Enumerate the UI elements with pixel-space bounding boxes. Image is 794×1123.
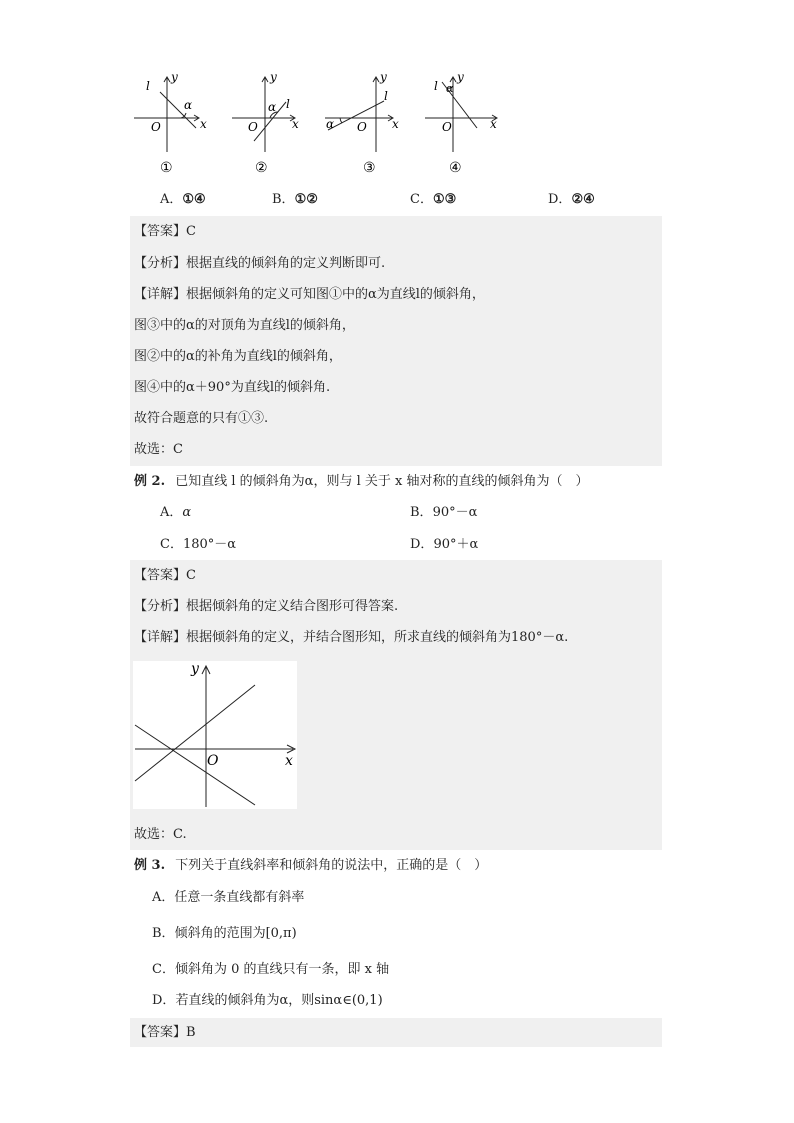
- q2-figure: [133, 661, 297, 809]
- fig3-origin-label: O: [357, 120, 367, 134]
- q3-option-a: A．任意一条直线都有斜率: [152, 890, 305, 905]
- q1-option-b: B．①②: [272, 192, 318, 207]
- q2-label: 例 2.: [134, 474, 166, 489]
- q1-detail-line-1: 【详解】根据倾斜角的定义可知图①中的α为直线l的倾斜角，: [134, 287, 485, 302]
- fig4-alpha-label: α: [446, 82, 454, 95]
- fig1-alpha-label: α: [184, 98, 193, 112]
- fig3-caption: ③: [363, 160, 376, 176]
- q3-stem-text: 下列关于直线斜率和倾斜角的说法中，正确的是（ ）: [175, 858, 488, 873]
- q2-answer: 【答案】C: [134, 568, 196, 583]
- q3-solution-block: [130, 1018, 662, 1047]
- fig3-y-label: y: [380, 70, 387, 84]
- q1-detail-line-3: 图②中的α的补角为直线l的倾斜角，: [134, 349, 342, 364]
- q1-option-a: A．①④: [160, 192, 206, 207]
- q3-answer: 【答案】B: [134, 1025, 196, 1040]
- q3-option-c: C．倾斜角为 0 的直线只有一条，即 x 轴: [152, 962, 390, 977]
- q3-label: 例 3.: [134, 858, 166, 873]
- fig1-y-label: y: [171, 70, 178, 84]
- fig2-alpha-label: α: [268, 100, 277, 114]
- q1-figures: [120, 66, 520, 182]
- q1-option-d: D．②④: [548, 192, 595, 207]
- q2-figure-background: [133, 661, 297, 809]
- fig4-y-label: y: [457, 70, 464, 84]
- q2-stem-text: 已知直线 l 的倾斜角为α，则与 l 关于 x 轴对称的直线的倾斜角为（ ）: [175, 474, 589, 489]
- fig2-origin-label: O: [248, 120, 258, 134]
- fig1-caption: ①: [160, 160, 173, 176]
- fig2-y-label: y: [270, 70, 277, 84]
- q1-conclusion: 故符合题意的只有①③.: [134, 411, 269, 426]
- fig1-x-label: x: [200, 117, 207, 131]
- q1-analysis: 【分析】根据直线的倾斜角的定义判断即可.: [134, 256, 386, 271]
- q2-analysis: 【分析】根据倾斜角的定义结合图形可得答案.: [134, 599, 399, 614]
- q1-detail-line-2: 图③中的α的对顶角为直线l的倾斜角，: [134, 318, 355, 333]
- fig3-l-label: l: [384, 89, 388, 103]
- q2-origin-label: O: [207, 753, 219, 769]
- fig3-alpha-label: α: [326, 117, 335, 131]
- fig2-caption: ②: [255, 160, 268, 176]
- q2-option-c: C．180°－α: [160, 537, 237, 552]
- fig4-x-label: x: [490, 117, 497, 131]
- q2-x-label: x: [285, 753, 293, 769]
- fig3-x-label: x: [392, 117, 399, 131]
- q2-stem: [134, 474, 588, 490]
- q2-detail: 【详解】根据倾斜角的定义，并结合图形知，所求直线的倾斜角为180°－α.: [134, 630, 569, 645]
- fig1-origin-label: O: [151, 120, 161, 134]
- figure-1: [134, 77, 199, 152]
- q1-answer: 【答案】C: [134, 224, 196, 239]
- fig4-origin-label: O: [442, 120, 452, 134]
- q2-choose: 故选：C.: [134, 827, 187, 842]
- q2-y-label: y: [191, 661, 199, 677]
- q3-option-d: D．若直线的倾斜角为α，则sinα∈(0,1): [152, 993, 383, 1008]
- q1-solution-block: [130, 216, 662, 466]
- q1-option-c: C．①③: [410, 192, 457, 207]
- fig2-l-label: l: [286, 97, 290, 111]
- q2-option-a: A．α: [160, 505, 192, 520]
- q3-option-b: B．倾斜角的范围为[0,π): [152, 926, 297, 941]
- q3-stem: [134, 858, 487, 874]
- fig2-x-label: x: [292, 117, 299, 131]
- figure-3: [325, 77, 393, 152]
- q1-detail-line-4: 图④中的α＋90°为直线l的倾斜角.: [134, 380, 331, 395]
- fig4-caption: ④: [449, 160, 462, 176]
- q2-option-d: D．90°＋α: [410, 537, 479, 552]
- figure-2: [232, 77, 295, 152]
- q2-option-b: B．90°－α: [410, 505, 478, 520]
- fig4-l-label: l: [434, 79, 438, 93]
- fig1-l-label: l: [146, 79, 150, 93]
- q1-choose: 故选：C: [134, 442, 183, 457]
